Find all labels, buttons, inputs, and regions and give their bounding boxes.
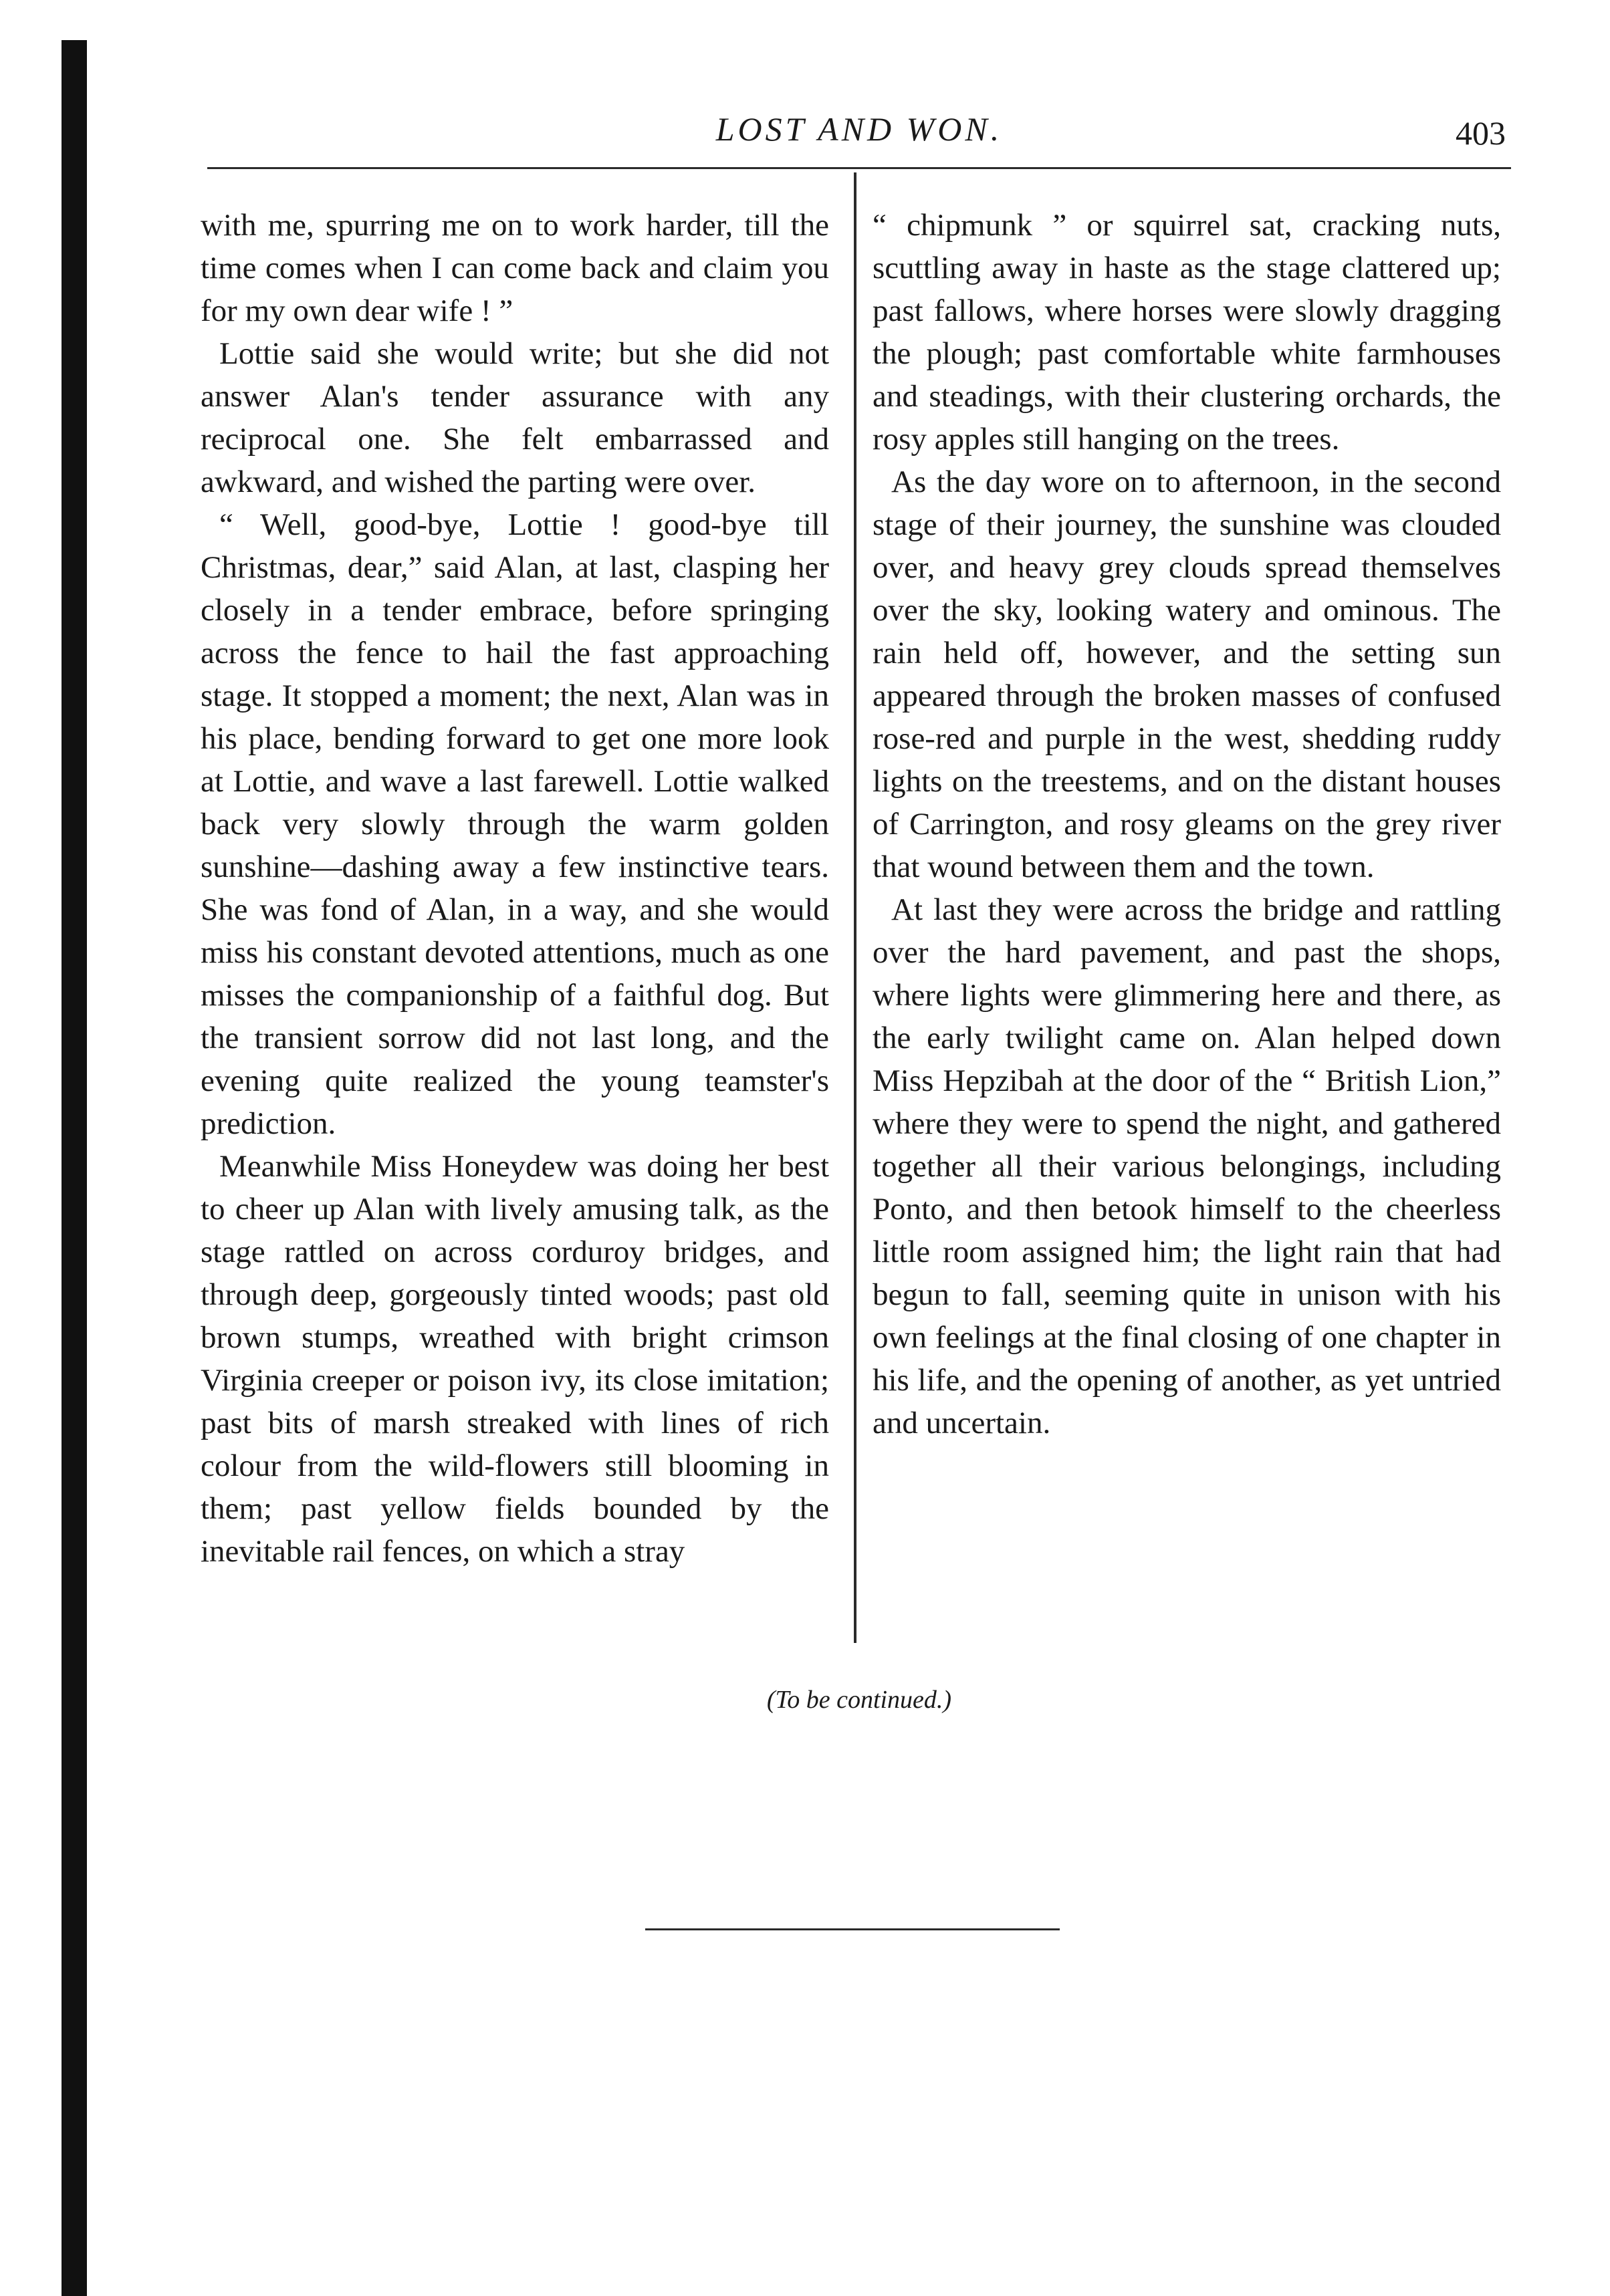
paragraph: with me, spurring me on to work harder, till the time comes when I can come back and claim you for my own dear wife ! ” (201, 208, 829, 328)
paragraph: “ Well, good-bye, Lottie ! good-bye till Christmas, dear,” said Alan, at last, clasping her closely in a tender embrace, before springing across the fence to hail the fast approaching stage. It stopped a moment; the next, Alan was in his place, bending forward to get one more look at Lottie, and wave a last farewell. Lottie walked back very slowly through the warm golden sunshine—dashing away a few instinctive tears. She was fond of Alan, in a way, and she would miss his constant devoted attentions, much as one misses the companionship of a faithful dog. But the transient sorrow did not last long, and the evening quite realized the young teamster's prediction. (201, 507, 829, 1141)
paragraph: As the day wore on to afternoon, in the second stage of their journey, the sunshine was clouded over, and heavy grey clouds spread themselves over the sky, looking watery and ominous. The rain held off, however, and the setting sun appeared through the broken masses of confused rose-red and purple in the west, shedding ruddy lights on the treestems, and on the distant houses of Carrington, and rosy gleams on the grey river that wound between them and the town. (873, 465, 1501, 884)
paragraph: Meanwhile Miss Honeydew was doing her best to cheer up Alan with lively amusing talk, as the stage rattled on across corduroy bridges, and through deep, gorgeously tinted woods; past old brown stumps, wreathed with bright crimson Virginia creeper or poison ivy, its close imitation; past bits of marsh streaked with lines of rich colour from the wild-flowers still blooming in them; past yellow fields bounded by the inevitable rail fences, on which a stray (201, 1149, 829, 1569)
paragraph: “ chipmunk ” or squirrel sat, cracking nuts, scuttling away in haste as the stage clattered up; past fallows, where horses were slowly dragging the plough; past comfortable white farmhouses and steadings, with their clustering orchards, the rosy apples still hanging on the trees. (873, 208, 1501, 457)
to-be-continued-note: (To be continued.) (766, 1686, 952, 1714)
running-head (207, 106, 1511, 159)
column-divider (854, 172, 856, 1643)
right-column (873, 204, 1501, 1444)
page-number: 403 (1456, 114, 1506, 152)
end-rule (645, 1928, 1060, 1930)
page-binding-edge (62, 40, 87, 2296)
paragraph: Lottie said she would write; but she did not answer Alan's tender assurance with any reciprocal one. She felt embarrassed and awkward, and wished the parting were over. (201, 336, 829, 499)
running-title: LOST AND WON. (715, 110, 1003, 148)
paragraph: At last they were across the bridge and rattling over the hard pavement, and past the shops, where lights were glimmering here and there, as the early twilight came on. Alan helped down Miss Hepzibah at the door of the “ British Lion,” where they were to spend the night, and gathered together all their various belongings, including Ponto, and then betook himself to the cheerless little room assigned him; the light rain that had begun to fall, seeming quite in unison with his own feelings at the final closing of one chapter in his life, and the opening of another, as yet untried and uncertain. (873, 892, 1501, 1440)
left-column (201, 204, 829, 1573)
header-rule (207, 167, 1511, 169)
